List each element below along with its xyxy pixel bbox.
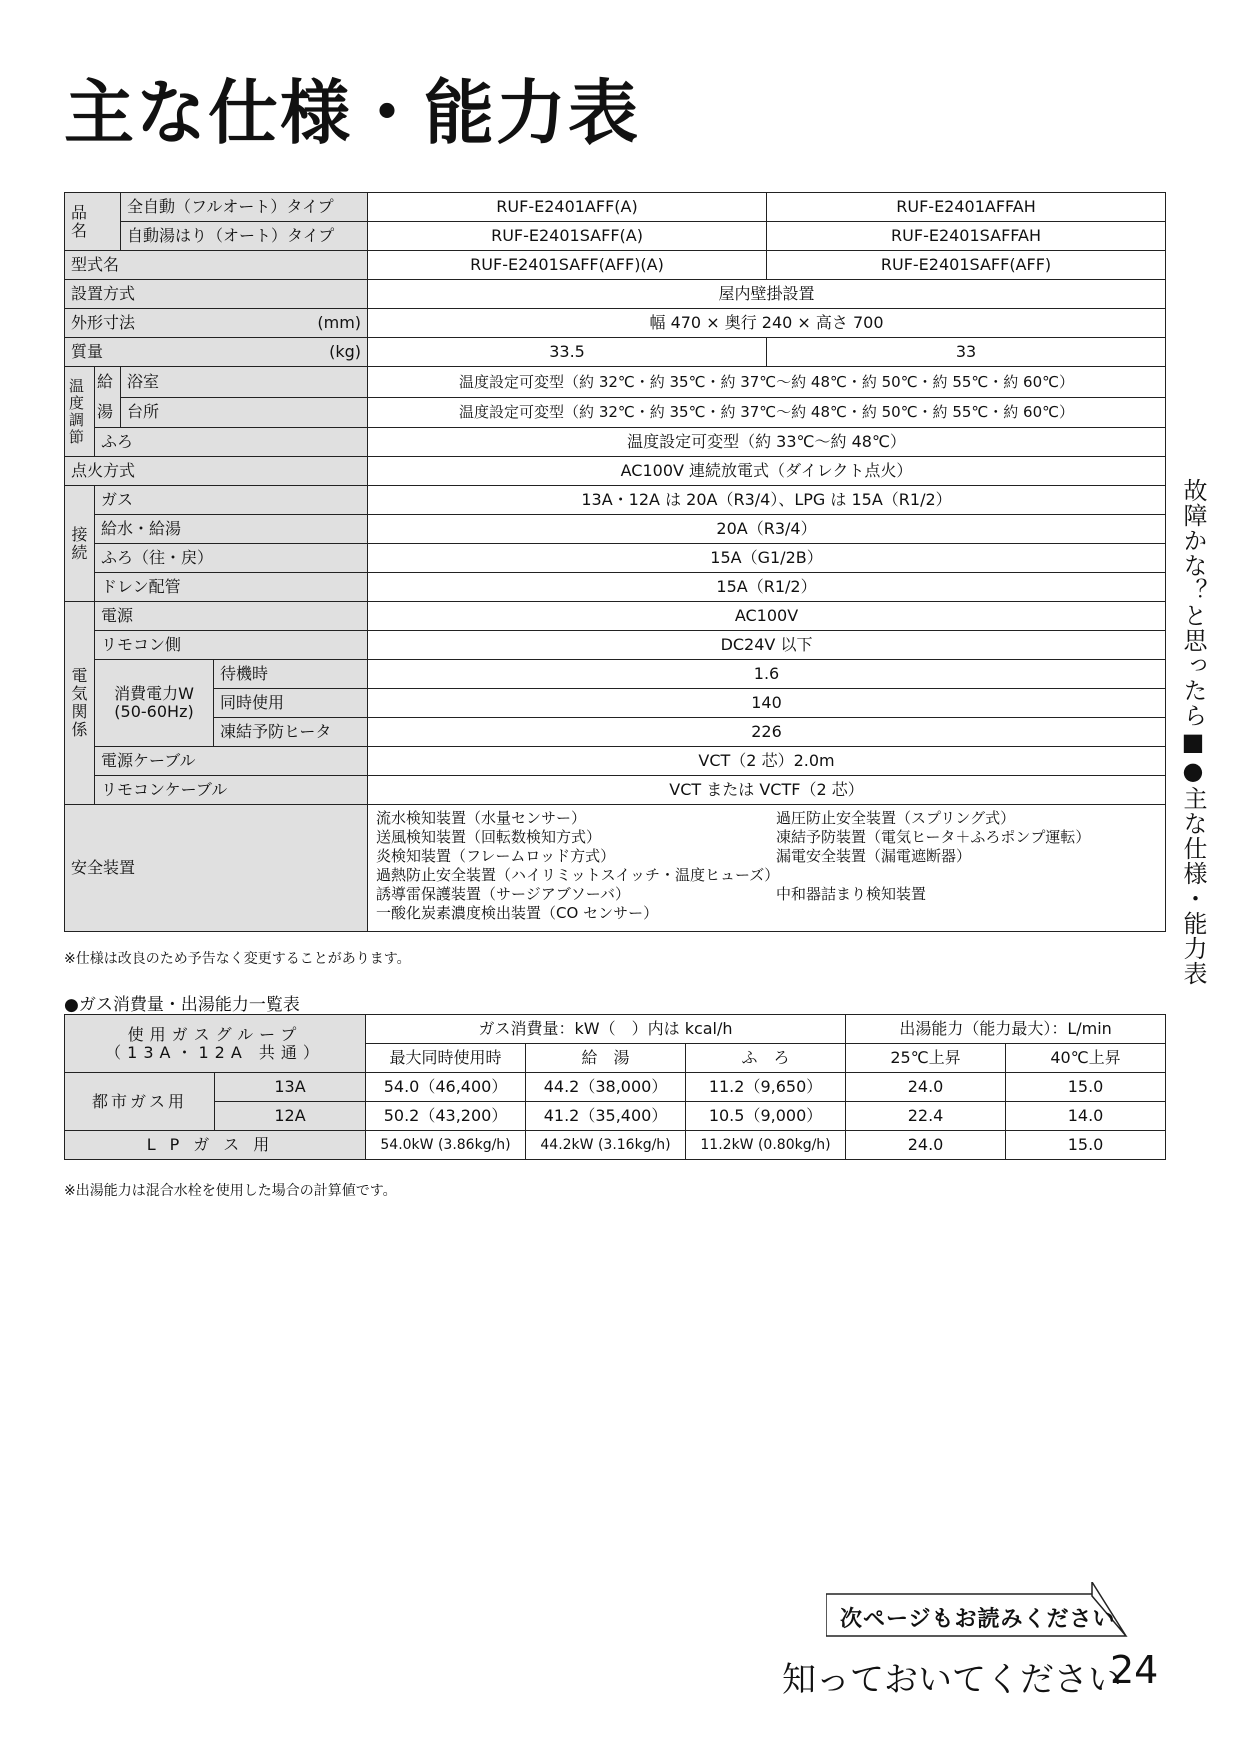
drain-label: ドレン配管 bbox=[95, 573, 368, 602]
safety-item: 過熱防止安全装置（ハイリミットスイッチ・温度ヒューズ） bbox=[376, 866, 780, 884]
side-nav-label: 故障かな？と思ったら■●主な仕様・能力表 bbox=[1179, 478, 1207, 986]
type-label: 型式名 bbox=[65, 251, 368, 280]
next-page-callout bbox=[826, 1582, 1146, 1638]
table-row bbox=[65, 515, 1166, 544]
safety-item: 一酸化炭素濃度検出装置（CO センサー） bbox=[376, 904, 659, 922]
simultaneous-label: 同時使用 bbox=[214, 689, 368, 718]
spec-note: ※仕様は改良のため予告なく変更することがあります。 bbox=[64, 951, 411, 967]
table-row bbox=[65, 1102, 1166, 1131]
gas-type: 12A bbox=[215, 1102, 366, 1131]
standby-value: 1.6 bbox=[368, 660, 1166, 689]
safety-item: 漏電安全装置（漏電遮断器） bbox=[776, 847, 972, 865]
table-row bbox=[65, 573, 1166, 602]
furo-temp-label: ふろ bbox=[95, 428, 368, 457]
water-connection-label: 給水・給湯 bbox=[95, 515, 368, 544]
output-header: 出湯能力（能力最大）：L/min bbox=[846, 1015, 1166, 1044]
table-row bbox=[65, 602, 1166, 631]
col-supply-header: 給 湯 bbox=[526, 1044, 686, 1073]
consumption-header: ガス消費量：kW（ ）内は kcal/h bbox=[366, 1015, 846, 1044]
lp-supply-consumption: 44.2kW (3.16kg/h) bbox=[526, 1131, 686, 1160]
table-row bbox=[65, 338, 1166, 367]
type-value-a: RUF-E2401SAFF(AFF)(A) bbox=[368, 251, 767, 280]
standby-label: 待機時 bbox=[214, 660, 368, 689]
full-auto-label: 全自動（フルオート）タイプ bbox=[121, 193, 368, 222]
power-cable-label: 電源ケーブル bbox=[95, 747, 368, 776]
table-row bbox=[65, 776, 1166, 805]
connection-group-label: 接続 bbox=[65, 486, 95, 602]
gas-table bbox=[64, 1014, 1166, 1160]
table-row bbox=[65, 367, 1166, 398]
drain-value: 15A（R1/2） bbox=[368, 573, 1166, 602]
table-row bbox=[65, 397, 1166, 428]
table-row bbox=[65, 718, 1166, 747]
lp-furo-consumption: 11.2kW (0.80kg/h) bbox=[686, 1131, 846, 1160]
table-row bbox=[65, 805, 1166, 932]
mass-value-b: 33 bbox=[767, 338, 1166, 367]
power-cable-value: VCT（2 芯）2.0m bbox=[368, 747, 1166, 776]
supply-consumption: 44.2（38,000） bbox=[526, 1073, 686, 1102]
safety-item bbox=[776, 866, 1157, 885]
remote-side-value: DC24V 以下 bbox=[368, 631, 1166, 660]
gas-connection-value: 13A・12A は 20A（R3/4）、LPG は 15A（R1/2） bbox=[368, 486, 1166, 515]
gas-group-header-line1: 使用ガスグループ bbox=[127, 1024, 303, 1044]
lp-gas-label: LPガス用 bbox=[65, 1131, 366, 1160]
bath-room-label: 浴室 bbox=[121, 367, 368, 398]
output-25: 24.0 bbox=[846, 1073, 1006, 1102]
supply-consumption: 41.2（35,400） bbox=[526, 1102, 686, 1131]
gas-note: ※出湯能力は混合水栓を使用した場合の計算値です。 bbox=[64, 1183, 397, 1199]
max-consumption: 54.0（46,400） bbox=[366, 1073, 526, 1102]
mass-unit: (kg) bbox=[329, 342, 362, 361]
antifreeze-label: 凍結予防ヒータ bbox=[214, 718, 368, 747]
mass-value-a: 33.5 bbox=[368, 338, 767, 367]
max-consumption: 50.2（43,200） bbox=[366, 1102, 526, 1131]
page-number: 24 bbox=[1110, 1648, 1159, 1692]
remote-cable-label: リモコンケーブル bbox=[95, 776, 368, 805]
col-40-header: 40℃上昇 bbox=[1006, 1044, 1166, 1073]
next-page-label: 次ページもお読みください bbox=[840, 1607, 1116, 1632]
spec-table bbox=[64, 192, 1166, 932]
dimensions-label: 外形寸法 bbox=[71, 313, 136, 332]
power-value: AC100V bbox=[368, 602, 1166, 631]
table-row bbox=[65, 309, 1166, 338]
bath-room-value: 温度設定可変型（約 32℃・約 35℃・約 37℃～約 48℃・約 50℃・約 55℃・約 60℃） bbox=[368, 367, 1166, 398]
consumption-label: 消費電力W bbox=[114, 684, 194, 703]
ignition-value: AC100V 連続放電式（ダイレクト点火） bbox=[368, 457, 1166, 486]
gas-type: 13A bbox=[215, 1073, 366, 1102]
gas-group-header-line2: （13A・12A 共通） bbox=[105, 1042, 325, 1062]
ignition-label: 点火方式 bbox=[65, 457, 368, 486]
table-row bbox=[65, 1015, 1166, 1044]
safety-item: 送風検知装置（回転数検知方式） bbox=[376, 828, 602, 846]
consumption-freq: (50-60Hz) bbox=[114, 702, 194, 721]
page-title: 主な仕様・能力表 bbox=[64, 72, 640, 154]
remote-side-label: リモコン側 bbox=[95, 631, 368, 660]
furo-consumption: 11.2（9,650） bbox=[686, 1073, 846, 1102]
safety-item: 流水検知装置（水量センサー） bbox=[376, 809, 587, 827]
table-row bbox=[65, 428, 1166, 457]
table-row bbox=[65, 280, 1166, 309]
gas-table-title: ●ガス消費量・出湯能力一覧表 bbox=[64, 995, 300, 1015]
lp-max-consumption: 54.0kW (3.86kg/h) bbox=[366, 1131, 526, 1160]
table-row bbox=[65, 1131, 1166, 1160]
full-auto-model-b: RUF-E2401AFFAH bbox=[767, 193, 1166, 222]
product-name-label: 品 名 bbox=[65, 193, 121, 251]
power-label: 電源 bbox=[95, 602, 368, 631]
safety-item: 誘導雷保護装置（サージアブソーバ） bbox=[376, 885, 630, 903]
city-gas-label: 都市ガス用 bbox=[65, 1073, 215, 1131]
safety-item: 炎検知装置（フレームロッド方式） bbox=[376, 847, 616, 865]
col-max-header: 最大同時使用時 bbox=[366, 1044, 526, 1073]
install-value: 屋内壁掛設置 bbox=[368, 280, 1166, 309]
table-row bbox=[65, 631, 1166, 660]
output-40: 14.0 bbox=[1006, 1102, 1166, 1131]
mass-label-cell bbox=[65, 338, 368, 367]
lp-output-25: 24.0 bbox=[846, 1131, 1006, 1160]
table-row bbox=[65, 486, 1166, 515]
antifreeze-value: 226 bbox=[368, 718, 1166, 747]
safety-devices bbox=[368, 805, 1166, 932]
auto-label: 自動湯はり（オート）タイプ bbox=[121, 222, 368, 251]
table-row bbox=[65, 1073, 1166, 1102]
safety-item: 中和器詰まり検知装置 bbox=[776, 885, 927, 903]
safety-item: 過圧防止安全装置（スプリング式） bbox=[776, 809, 1016, 827]
dimensions-value: 幅 470 × 奥行 240 × 高さ 700 bbox=[368, 309, 1166, 338]
water-connection-value: 20A（R3/4） bbox=[368, 515, 1166, 544]
table-row bbox=[65, 193, 1166, 222]
auto-model-b: RUF-E2401SAFFAH bbox=[767, 222, 1166, 251]
table-row bbox=[65, 251, 1166, 280]
safety-item: 凍結予防装置（電気ヒータ＋ふろポンプ運転） bbox=[776, 828, 1091, 846]
dimensions-unit: (mm) bbox=[317, 313, 362, 332]
consumption-label-cell bbox=[95, 660, 214, 747]
install-label: 設置方式 bbox=[65, 280, 368, 309]
furo-pipe-label: ふろ（往・戻） bbox=[95, 544, 368, 573]
furo-temp-value: 温度設定可変型（約 33℃～約 48℃） bbox=[368, 428, 1166, 457]
footer-text: 知っておいてください bbox=[782, 1660, 1122, 1700]
table-row bbox=[65, 222, 1166, 251]
safety-label: 安全装置 bbox=[65, 805, 368, 932]
full-auto-model-a: RUF-E2401AFF(A) bbox=[368, 193, 767, 222]
electrical-group-label: 電気関係 bbox=[65, 602, 95, 805]
table-row bbox=[65, 544, 1166, 573]
lp-output-40: 15.0 bbox=[1006, 1131, 1166, 1160]
furo-consumption: 10.5（9,000） bbox=[686, 1102, 846, 1131]
mass-label: 質量 bbox=[71, 342, 104, 361]
table-row bbox=[65, 457, 1166, 486]
output-40: 15.0 bbox=[1006, 1073, 1166, 1102]
kitchen-label: 台所 bbox=[121, 397, 368, 428]
col-25-header: 25℃上昇 bbox=[846, 1044, 1006, 1073]
table-row bbox=[65, 747, 1166, 776]
table-row bbox=[65, 660, 1166, 689]
remote-cable-value: VCT または VCTF（2 芯） bbox=[368, 776, 1166, 805]
output-25: 22.4 bbox=[846, 1102, 1006, 1131]
dimensions-label-cell bbox=[65, 309, 368, 338]
col-furo-header: ふ ろ bbox=[686, 1044, 846, 1073]
gas-connection-label: ガス bbox=[95, 486, 368, 515]
auto-model-a: RUF-E2401SAFF(A) bbox=[368, 222, 767, 251]
gas-group-header bbox=[65, 1015, 366, 1073]
table-row bbox=[65, 689, 1166, 718]
furo-pipe-value: 15A（G1/2B） bbox=[368, 544, 1166, 573]
temp-group-label: 温度調節 bbox=[65, 367, 95, 457]
simultaneous-value: 140 bbox=[368, 689, 1166, 718]
supply-label: 給湯 bbox=[95, 367, 121, 428]
kitchen-value: 温度設定可変型（約 32℃・約 35℃・約 37℃～約 48℃・約 50℃・約 55℃・約 60℃） bbox=[368, 397, 1166, 428]
type-value-b: RUF-E2401SAFF(AFF) bbox=[767, 251, 1166, 280]
